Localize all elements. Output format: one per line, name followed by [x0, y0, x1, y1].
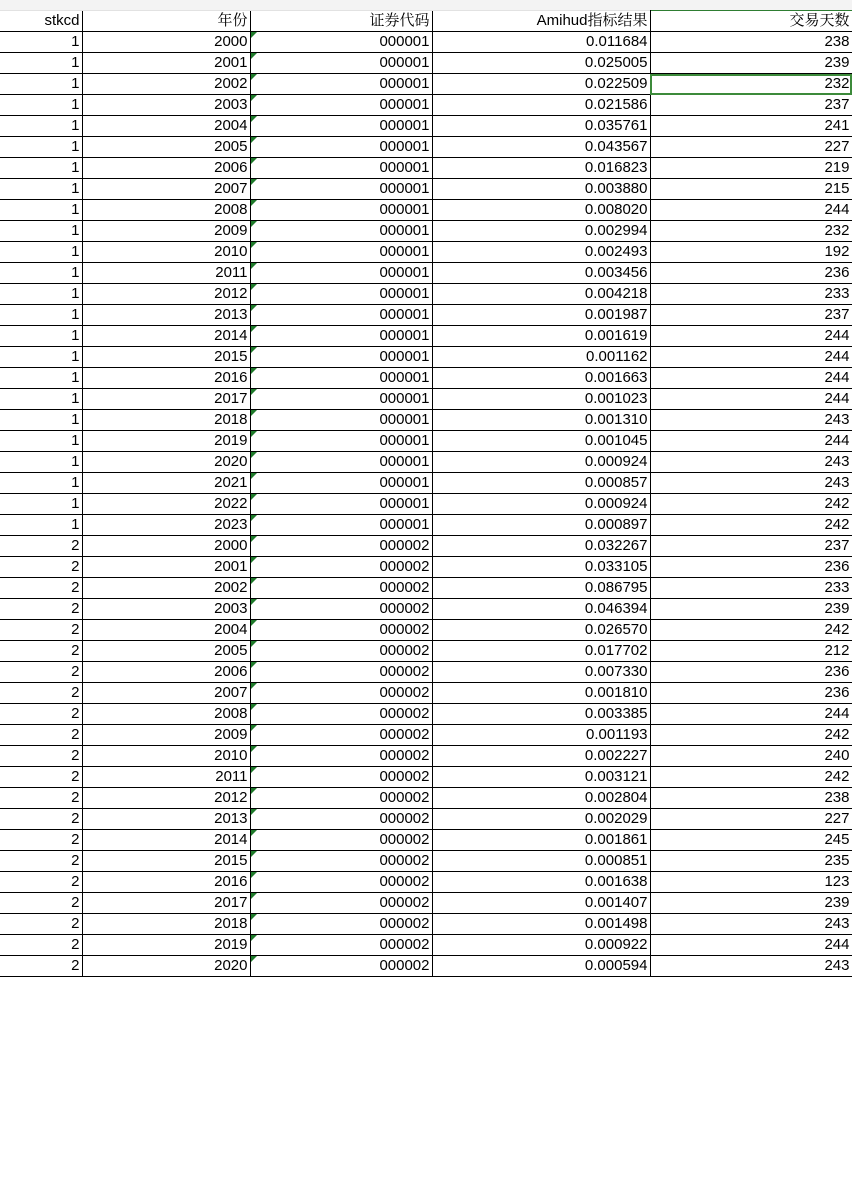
cell-security-code[interactable]: 000002: [250, 536, 432, 557]
cell-stkcd[interactable]: 2: [0, 641, 82, 662]
cell-year[interactable]: 2000: [82, 536, 250, 557]
table-row: [0, 32, 852, 53]
cell-trading-days[interactable]: 242: [650, 767, 852, 788]
cell-trading-days[interactable]: 236: [650, 263, 852, 284]
table-row: [0, 599, 852, 620]
cell-year[interactable]: 2007: [82, 179, 250, 200]
cell-security-code[interactable]: 000001: [250, 137, 432, 158]
cell-security-code[interactable]: 000001: [250, 284, 432, 305]
cell-amihud-result[interactable]: 0.003456: [432, 263, 650, 284]
cell-trading-days[interactable]: 244: [650, 704, 852, 725]
cell-year[interactable]: 2011: [82, 263, 250, 284]
table-row: [0, 704, 852, 725]
table-row: [0, 641, 852, 662]
cell-trading-days[interactable]: 233: [650, 284, 852, 305]
cell-stkcd[interactable]: 1: [0, 452, 82, 473]
cell-trading-days[interactable]: 242: [650, 515, 852, 536]
cell-amihud-result[interactable]: 0.002227: [432, 746, 650, 767]
cell-year[interactable]: 2018: [82, 914, 250, 935]
cell-security-code[interactable]: 000002: [250, 662, 432, 683]
cell-security-code[interactable]: 000001: [250, 158, 432, 179]
cell-security-code[interactable]: 000001: [250, 326, 432, 347]
cell-security-code[interactable]: 000002: [250, 620, 432, 641]
spreadsheet-grid[interactable]: [0, 10, 852, 977]
cell-stkcd[interactable]: 2: [0, 872, 82, 893]
header-row: [0, 11, 852, 32]
cell-security-code[interactable]: 000002: [250, 704, 432, 725]
cell-year[interactable]: 2014: [82, 830, 250, 851]
cell-trading-days[interactable]: 236: [650, 662, 852, 683]
table-row: [0, 158, 852, 179]
cell-year[interactable]: 2019: [82, 935, 250, 956]
cell-year[interactable]: 2010: [82, 242, 250, 263]
cell-security-code[interactable]: 000002: [250, 641, 432, 662]
cell-amihud-result[interactable]: 0.017702: [432, 641, 650, 662]
cell-security-code[interactable]: 000001: [250, 74, 432, 95]
header-security-code[interactable]: 证券代码: [250, 11, 432, 32]
cell-stkcd[interactable]: 2: [0, 578, 82, 599]
cell-trading-days[interactable]: 242: [650, 725, 852, 746]
header-amihud-result[interactable]: Amihud指标结果: [432, 11, 650, 32]
cell-trading-days[interactable]: 238: [650, 788, 852, 809]
cell-trading-days[interactable]: 244: [650, 200, 852, 221]
cell-stkcd[interactable]: 2: [0, 557, 82, 578]
cell-stkcd[interactable]: 1: [0, 284, 82, 305]
cell-year[interactable]: 2004: [82, 620, 250, 641]
cell-security-code[interactable]: 000001: [250, 179, 432, 200]
cell-trading-days[interactable]: 237: [650, 305, 852, 326]
cell-stkcd[interactable]: 1: [0, 305, 82, 326]
cell-amihud-result[interactable]: 0.035761: [432, 116, 650, 137]
cell-trading-days[interactable]: 239: [650, 893, 852, 914]
header-year[interactable]: 年份: [82, 11, 250, 32]
cell-amihud-result[interactable]: 0.000922: [432, 935, 650, 956]
cell-year[interactable]: 2020: [82, 452, 250, 473]
table-row: [0, 893, 852, 914]
table-row: [0, 578, 852, 599]
cell-security-code[interactable]: 000001: [250, 200, 432, 221]
cell-amihud-result[interactable]: 0.043567: [432, 137, 650, 158]
cell-amihud-result[interactable]: 0.001498: [432, 914, 650, 935]
table-row: [0, 452, 852, 473]
table-row: [0, 389, 852, 410]
cell-trading-days[interactable]: 238: [650, 32, 852, 53]
header-trading-days[interactable]: 交易天数: [650, 11, 852, 32]
cell-stkcd[interactable]: 1: [0, 137, 82, 158]
cell-year[interactable]: 2002: [82, 578, 250, 599]
cell-stkcd[interactable]: 2: [0, 746, 82, 767]
cell-stkcd[interactable]: 1: [0, 494, 82, 515]
cell-amihud-result[interactable]: 0.032267: [432, 536, 650, 557]
table-row: [0, 74, 852, 95]
cell-security-code[interactable]: 000001: [250, 347, 432, 368]
cell-stkcd[interactable]: 1: [0, 32, 82, 53]
cell-trading-days[interactable]: 227: [650, 809, 852, 830]
cell-year[interactable]: 2000: [82, 32, 250, 53]
cell-trading-days[interactable]: 241: [650, 116, 852, 137]
cell-year[interactable]: 2007: [82, 683, 250, 704]
cell-trading-days[interactable]: 240: [650, 746, 852, 767]
table-row: [0, 494, 852, 515]
cell-security-code[interactable]: 000001: [250, 494, 432, 515]
cell-trading-days[interactable]: 236: [650, 683, 852, 704]
table-row: [0, 410, 852, 431]
cell-stkcd[interactable]: 1: [0, 242, 82, 263]
cell-security-code[interactable]: 000001: [250, 368, 432, 389]
cell-year[interactable]: 2001: [82, 557, 250, 578]
cell-trading-days[interactable]: 212: [650, 641, 852, 662]
cell-year[interactable]: 2016: [82, 872, 250, 893]
cell-stkcd[interactable]: 2: [0, 725, 82, 746]
cell-trading-days[interactable]: 219: [650, 158, 852, 179]
cell-stkcd[interactable]: 1: [0, 389, 82, 410]
cell-amihud-result[interactable]: 0.001045: [432, 431, 650, 452]
cell-security-code[interactable]: 000001: [250, 452, 432, 473]
cell-amihud-result[interactable]: 0.011684: [432, 32, 650, 53]
cell-security-code[interactable]: 000001: [250, 431, 432, 452]
cell-amihud-result[interactable]: 0.001407: [432, 893, 650, 914]
table-row: [0, 662, 852, 683]
cell-trading-days[interactable]: 244: [650, 347, 852, 368]
cell-stkcd[interactable]: 2: [0, 704, 82, 725]
table-row: [0, 809, 852, 830]
cell-security-code[interactable]: 000002: [250, 746, 432, 767]
cell-trading-days[interactable]: 239: [650, 53, 852, 74]
table-row: [0, 347, 852, 368]
cell-security-code[interactable]: 000001: [250, 473, 432, 494]
cell-trading-days[interactable]: 236: [650, 557, 852, 578]
cell-stkcd[interactable]: 2: [0, 788, 82, 809]
cell-trading-days[interactable]: 243: [650, 956, 852, 977]
cell-trading-days[interactable]: 243: [650, 410, 852, 431]
cell-stkcd[interactable]: 2: [0, 620, 82, 641]
cell-year[interactable]: 2022: [82, 494, 250, 515]
cell-security-code[interactable]: 000002: [250, 809, 432, 830]
cell-year[interactable]: 2017: [82, 893, 250, 914]
cell-stkcd[interactable]: 1: [0, 53, 82, 74]
cell-trading-days[interactable]: 245: [650, 830, 852, 851]
cell-stkcd[interactable]: 2: [0, 536, 82, 557]
cell-year[interactable]: 2006: [82, 158, 250, 179]
cell-stkcd[interactable]: 2: [0, 914, 82, 935]
cell-amihud-result[interactable]: 0.000851: [432, 851, 650, 872]
cell-year[interactable]: 2004: [82, 116, 250, 137]
cell-amihud-result[interactable]: 0.003880: [432, 179, 650, 200]
cell-security-code[interactable]: 000002: [250, 935, 432, 956]
cell-year[interactable]: 2006: [82, 662, 250, 683]
cell-security-code[interactable]: 000002: [250, 788, 432, 809]
cell-security-code[interactable]: 000001: [250, 389, 432, 410]
cell-stkcd[interactable]: 2: [0, 767, 82, 788]
cell-security-code[interactable]: 000001: [250, 242, 432, 263]
cell-trading-days[interactable]: 243: [650, 914, 852, 935]
cell-trading-days[interactable]: 244: [650, 389, 852, 410]
table-row: [0, 221, 852, 242]
cell-trading-days[interactable]: 243: [650, 473, 852, 494]
cell-security-code[interactable]: 000001: [250, 221, 432, 242]
cell-amihud-result[interactable]: 0.000924: [432, 452, 650, 473]
cell-stkcd[interactable]: 1: [0, 515, 82, 536]
table-row: [0, 515, 852, 536]
cell-security-code[interactable]: 000002: [250, 872, 432, 893]
table-row: [0, 284, 852, 305]
cell-trading-days[interactable]: 244: [650, 935, 852, 956]
cell-year[interactable]: 2011: [82, 767, 250, 788]
cell-year[interactable]: 2013: [82, 305, 250, 326]
cell-year[interactable]: 2015: [82, 851, 250, 872]
cell-security-code[interactable]: 000001: [250, 305, 432, 326]
table-row: [0, 536, 852, 557]
cell-amihud-result[interactable]: 0.001663: [432, 368, 650, 389]
cell-amihud-result[interactable]: 0.002994: [432, 221, 650, 242]
cell-stkcd[interactable]: 2: [0, 809, 82, 830]
cell-security-code[interactable]: 000001: [250, 95, 432, 116]
table-row: [0, 305, 852, 326]
cell-security-code[interactable]: 000001: [250, 53, 432, 74]
cell-amihud-result[interactable]: 0.001193: [432, 725, 650, 746]
cell-security-code[interactable]: 000002: [250, 725, 432, 746]
cell-security-code[interactable]: 000002: [250, 851, 432, 872]
cell-security-code[interactable]: 000002: [250, 767, 432, 788]
cell-security-code[interactable]: 000002: [250, 578, 432, 599]
table-row: [0, 200, 852, 221]
cell-stkcd[interactable]: 1: [0, 221, 82, 242]
cell-year[interactable]: 2005: [82, 641, 250, 662]
cell-trading-days[interactable]: 243: [650, 452, 852, 473]
cell-trading-days[interactable]: 244: [650, 431, 852, 452]
table-row: [0, 137, 852, 158]
cell-amihud-result[interactable]: 0.003121: [432, 767, 650, 788]
cell-amihud-result[interactable]: 0.026570: [432, 620, 650, 641]
cell-trading-days[interactable]: 123: [650, 872, 852, 893]
cell-trading-days[interactable]: 242: [650, 620, 852, 641]
cell-security-code[interactable]: 000002: [250, 830, 432, 851]
cell-year[interactable]: 2003: [82, 95, 250, 116]
table-row: [0, 263, 852, 284]
cell-stkcd[interactable]: 1: [0, 410, 82, 431]
cell-amihud-result[interactable]: 0.000857: [432, 473, 650, 494]
cell-amihud-result[interactable]: 0.001310: [432, 410, 650, 431]
table-row: [0, 872, 852, 893]
cell-security-code[interactable]: 000002: [250, 557, 432, 578]
cell-year[interactable]: 2012: [82, 284, 250, 305]
cell-amihud-result[interactable]: 0.002493: [432, 242, 650, 263]
cell-stkcd[interactable]: 1: [0, 347, 82, 368]
cell-security-code[interactable]: 000002: [250, 914, 432, 935]
cell-year[interactable]: 2001: [82, 53, 250, 74]
cell-amihud-result[interactable]: 0.001810: [432, 683, 650, 704]
cell-trading-days[interactable]: 244: [650, 368, 852, 389]
cell-amihud-result[interactable]: 0.001023: [432, 389, 650, 410]
cell-security-code[interactable]: 000001: [250, 116, 432, 137]
cell-stkcd[interactable]: 1: [0, 74, 82, 95]
cell-security-code[interactable]: 000002: [250, 599, 432, 620]
table-row: [0, 914, 852, 935]
cell-trading-days[interactable]: 237: [650, 536, 852, 557]
cell-trading-days[interactable]: 227: [650, 137, 852, 158]
cell-amihud-result[interactable]: 0.002804: [432, 788, 650, 809]
cell-stkcd[interactable]: 2: [0, 956, 82, 977]
cell-stkcd[interactable]: 1: [0, 473, 82, 494]
cell-security-code[interactable]: 000001: [250, 410, 432, 431]
cell-security-code[interactable]: 000002: [250, 683, 432, 704]
cell-stkcd[interactable]: 2: [0, 893, 82, 914]
cell-security-code[interactable]: 000002: [250, 893, 432, 914]
table-row: [0, 53, 852, 74]
cell-trading-days[interactable]: 239: [650, 599, 852, 620]
cell-amihud-result[interactable]: 0.001987: [432, 305, 650, 326]
cell-year[interactable]: 2017: [82, 389, 250, 410]
cell-year[interactable]: 2002: [82, 74, 250, 95]
cell-year[interactable]: 2003: [82, 599, 250, 620]
cell-stkcd[interactable]: 2: [0, 851, 82, 872]
table-row: [0, 431, 852, 452]
cell-year[interactable]: 2014: [82, 326, 250, 347]
cell-trading-days[interactable]: 235: [650, 851, 852, 872]
cell-amihud-result[interactable]: 0.002029: [432, 809, 650, 830]
active-cell[interactable]: 232: [650, 74, 852, 95]
table-row: [0, 116, 852, 137]
cell-stkcd[interactable]: 1: [0, 326, 82, 347]
table-row: [0, 956, 852, 977]
cell-amihud-result[interactable]: 0.003385: [432, 704, 650, 725]
cell-trading-days[interactable]: 242: [650, 494, 852, 515]
table-row: [0, 326, 852, 347]
table-row: [0, 725, 852, 746]
table-row: [0, 473, 852, 494]
cell-security-code[interactable]: 000001: [250, 32, 432, 53]
cell-amihud-result[interactable]: 0.001619: [432, 326, 650, 347]
cell-amihud-result[interactable]: 0.022509: [432, 74, 650, 95]
cell-stkcd[interactable]: 1: [0, 200, 82, 221]
cell-year[interactable]: 2023: [82, 515, 250, 536]
cell-amihud-result[interactable]: 0.007330: [432, 662, 650, 683]
cell-amihud-result[interactable]: 0.000924: [432, 494, 650, 515]
cell-amihud-result[interactable]: 0.021586: [432, 95, 650, 116]
cell-year[interactable]: 2013: [82, 809, 250, 830]
cell-stkcd[interactable]: 1: [0, 263, 82, 284]
cell-amihud-result[interactable]: 0.004218: [432, 284, 650, 305]
cell-security-code[interactable]: 000002: [250, 956, 432, 977]
cell-year[interactable]: 2015: [82, 347, 250, 368]
table-row: [0, 368, 852, 389]
header-stkcd[interactable]: stkcd: [0, 11, 82, 32]
table-row: [0, 788, 852, 809]
cell-trading-days[interactable]: 237: [650, 95, 852, 116]
cell-year[interactable]: 2016: [82, 368, 250, 389]
cell-stkcd[interactable]: 1: [0, 368, 82, 389]
cell-security-code[interactable]: 000001: [250, 263, 432, 284]
cell-year[interactable]: 2020: [82, 956, 250, 977]
cell-year[interactable]: 2019: [82, 431, 250, 452]
cell-stkcd[interactable]: 2: [0, 830, 82, 851]
cell-stkcd[interactable]: 2: [0, 935, 82, 956]
table-row: [0, 557, 852, 578]
cell-amihud-result[interactable]: 0.001638: [432, 872, 650, 893]
cell-stkcd[interactable]: 1: [0, 179, 82, 200]
cell-year[interactable]: 2009: [82, 221, 250, 242]
table-row: [0, 746, 852, 767]
cell-amihud-result[interactable]: 0.001162: [432, 347, 650, 368]
cell-stkcd[interactable]: 2: [0, 662, 82, 683]
cell-trading-days[interactable]: 192: [650, 242, 852, 263]
cell-year[interactable]: 2021: [82, 473, 250, 494]
cell-stkcd[interactable]: 1: [0, 158, 82, 179]
cell-security-code[interactable]: 000001: [250, 515, 432, 536]
table-row: [0, 179, 852, 200]
cell-amihud-result[interactable]: 0.001861: [432, 830, 650, 851]
cell-amihud-result[interactable]: 0.046394: [432, 599, 650, 620]
cell-amihud-result[interactable]: 0.086795: [432, 578, 650, 599]
table-row: [0, 683, 852, 704]
cell-amihud-result[interactable]: 0.008020: [432, 200, 650, 221]
cell-amihud-result[interactable]: 0.016823: [432, 158, 650, 179]
cell-year[interactable]: 2018: [82, 410, 250, 431]
table-row: [0, 95, 852, 116]
cell-year[interactable]: 2010: [82, 746, 250, 767]
cell-stkcd[interactable]: 1: [0, 95, 82, 116]
cell-trading-days[interactable]: 215: [650, 179, 852, 200]
table-row: [0, 620, 852, 641]
cell-trading-days[interactable]: 233: [650, 578, 852, 599]
cell-trading-days[interactable]: 244: [650, 326, 852, 347]
table-row: [0, 851, 852, 872]
cell-year[interactable]: 2008: [82, 704, 250, 725]
cell-amihud-result[interactable]: 0.033105: [432, 557, 650, 578]
cell-amihud-result[interactable]: 0.000897: [432, 515, 650, 536]
table-row: [0, 935, 852, 956]
table-row: [0, 242, 852, 263]
cell-amihud-result[interactable]: 0.000594: [432, 956, 650, 977]
cell-year[interactable]: 2005: [82, 137, 250, 158]
cell-year[interactable]: 2012: [82, 788, 250, 809]
cell-stkcd[interactable]: 1: [0, 116, 82, 137]
table-row: [0, 830, 852, 851]
cell-stkcd[interactable]: 2: [0, 599, 82, 620]
cell-trading-days[interactable]: 232: [650, 221, 852, 242]
table-row: [0, 767, 852, 788]
cell-year[interactable]: 2009: [82, 725, 250, 746]
cell-year[interactable]: 2008: [82, 200, 250, 221]
cell-stkcd[interactable]: 1: [0, 431, 82, 452]
cell-amihud-result[interactable]: 0.025005: [432, 53, 650, 74]
cell-stkcd[interactable]: 2: [0, 683, 82, 704]
table-body: [0, 32, 852, 977]
